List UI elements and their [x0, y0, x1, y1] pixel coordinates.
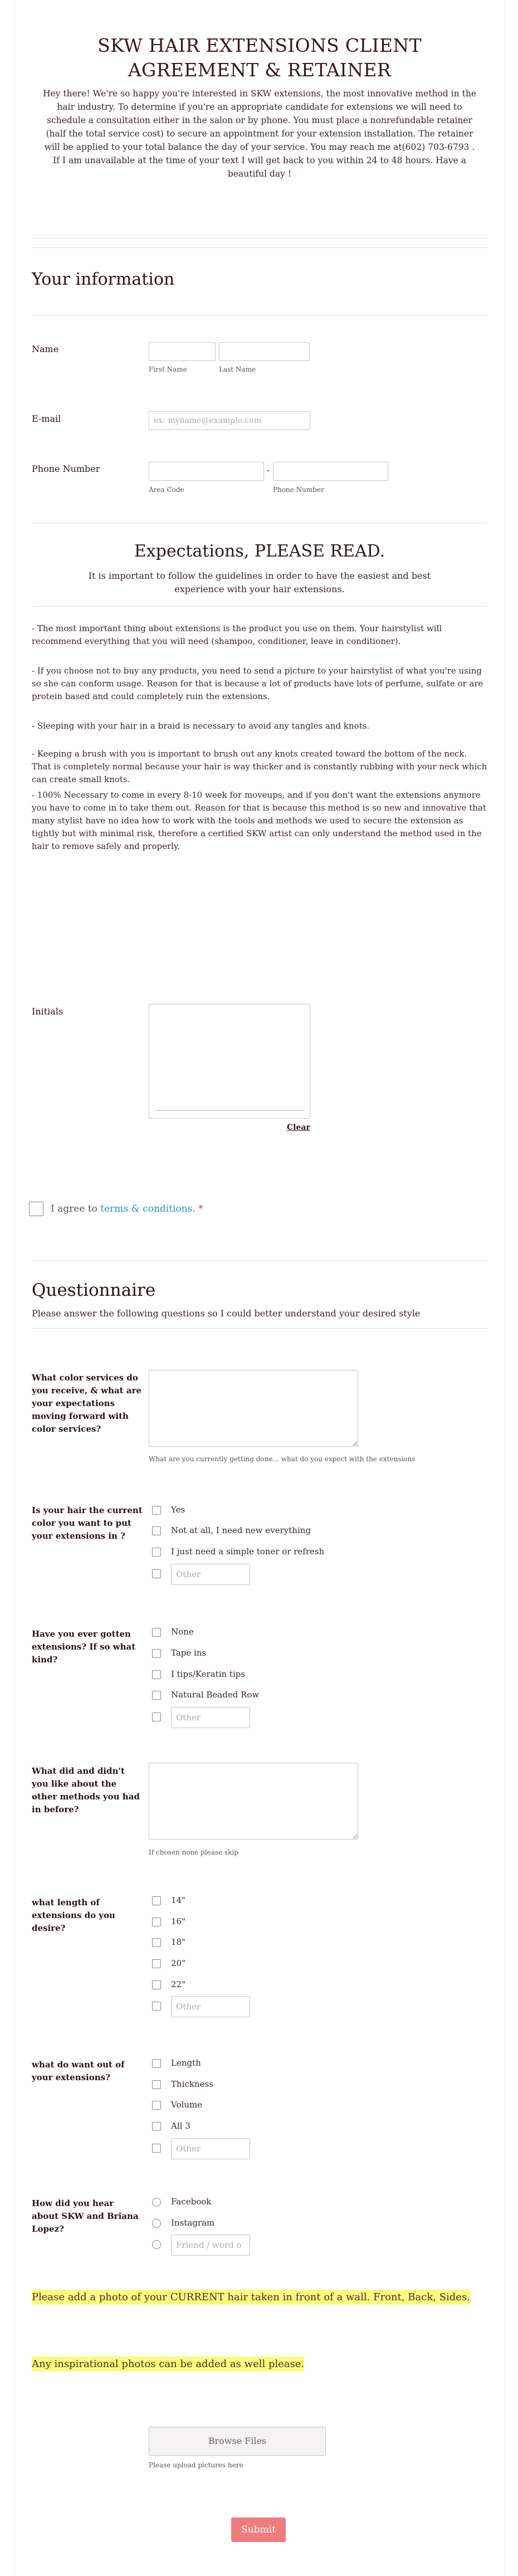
clear-signature-link[interactable]: Clear	[287, 1123, 310, 1132]
initials-signature-pad[interactable]	[149, 1004, 310, 1119]
option-label: 20"	[171, 1958, 185, 1968]
option-label: I just need a simple toner or refresh	[171, 1546, 325, 1557]
expectation-paragraph: - 100% Necessary to come in every 8-10 week for moveups, and if you don't want the extensions anymore you have to come in to take them out. Reason for that is because this method is so new and innovative that many stylist have no idea how to work with the tools and methods we used to secure the extension as tightly but with minimal risk, therefore a certified SKW artist can only understand the method used in the hair to remove safely and properly.	[32, 790, 486, 851]
question-color-services: What color services do you receive, & what are your expectations moving forward with color services?	[32, 1373, 141, 1434]
phone-dash: -	[267, 465, 270, 475]
upload-hint: Please upload pictures here	[149, 2461, 243, 2469]
option-label: Not at all, I need new everything	[171, 1525, 311, 1535]
expectation-paragraph: - Sleeping with your hair in a braid is necessary to avoid any tangles and knots.	[32, 721, 370, 731]
area-code-sublabel: Area Code	[149, 486, 184, 494]
expectations-subtitle: It is important to follow the guidelines in order to have the easiest and best experience with your hair extensions.	[88, 570, 431, 594]
option-label: Facebook	[171, 2197, 212, 2207]
email-label: E-mail	[32, 413, 61, 424]
expectation-paragraph: - The most important thing about extensions is the product you use on them. Your hairstylist will recommend everything that you will need (shampoo, conditioner, leave in conditioner).	[32, 623, 442, 646]
other-checkbox[interactable]	[152, 1569, 161, 1578]
option-label: Instagram	[171, 2218, 215, 2228]
agree-text: I agree to	[51, 1203, 97, 1214]
option-label: Thickness	[171, 2079, 213, 2089]
expectation-paragraph: - If you choose not to buy any products, you need to send a picture to your hairstylist of what you're using so she can conform usage. Reason for that is because a lot of products have lots of perfume, sulfate or are protein based and could completely ruin the extensions.	[32, 666, 483, 701]
divider	[32, 606, 487, 607]
last-name-sublabel: Last Name	[219, 365, 256, 373]
name-label: Name	[32, 344, 59, 354]
option-label: I tips/Keratin tips	[171, 1669, 246, 1679]
other-radio[interactable]	[152, 2240, 161, 2249]
option-label: None	[171, 1627, 194, 1637]
option-checkbox[interactable]	[152, 1896, 161, 1905]
option-label: All 3	[171, 2121, 190, 2131]
option-checkbox[interactable]	[152, 1980, 161, 1989]
section-title-expectations: Expectations, PLEASE READ.	[134, 541, 385, 561]
option-radio[interactable]	[152, 2198, 161, 2207]
likes-dislikes-hint: If chosen none please skip	[149, 1848, 238, 1856]
question-referral: How did you hear about SKW and Briana Lopez?	[32, 2198, 139, 2234]
option-checkbox[interactable]	[152, 1938, 161, 1947]
divider	[32, 1260, 487, 1261]
divider	[32, 247, 487, 248]
terms-link[interactable]: terms & conditions.	[100, 1203, 196, 1214]
section-title-your-information: Your information	[32, 270, 175, 289]
option-label: Yes	[171, 1505, 185, 1515]
option-checkbox[interactable]	[152, 2080, 161, 2089]
color-services-hint: What are you currently getting done... what do you expect with the extensions	[149, 1455, 416, 1463]
option-checkbox[interactable]	[152, 1918, 161, 1926]
color-services-textarea[interactable]	[149, 1370, 358, 1447]
form-intro: Hey there! We're so happy you're interested in SKW extensions, the most innovative method in the hair industry. To determine if you're an appropriate candidate for extensions we will need to schedule a consultation either in the salon or by phone. You must place a nonrefundable retainer (half the total service cost) to secure an appointment for your extension installation. The retainer will be applied to your total balance the day of your service. You may reach me at(602) 703-6793 . If I am unavailable at the time of your text I will get back to you within 24 to 48 hours. Have a beautiful day !	[42, 89, 476, 179]
photo-inspo-prompt	[32, 2354, 487, 2374]
agree-terms-label	[51, 1203, 203, 1214]
questionnaire-subtitle: Please answer the following questions so I could better understand your desired style	[32, 1308, 421, 1319]
submit-button[interactable]: Submit	[231, 2518, 286, 2542]
option-checkbox[interactable]	[152, 2101, 161, 2110]
option-label: 22"	[171, 1979, 185, 1989]
other-checkbox[interactable]	[152, 2144, 161, 2153]
form-card	[14, 0, 505, 2576]
option-checkbox[interactable]	[152, 1628, 161, 1637]
option-checkbox[interactable]	[152, 1691, 161, 1700]
phone-number-sublabel: Phone Number	[273, 486, 324, 494]
question-previous-extensions: Have you ever gotten extensions? If so what kind?	[32, 1629, 136, 1665]
question-likes-dislikes: What did and didn't you like about the other methods you had in before?	[32, 1766, 140, 1814]
option-checkbox[interactable]	[152, 1959, 161, 1968]
option-label: Tape ins	[171, 1648, 207, 1658]
photo-current-prompt	[32, 2287, 487, 2307]
other-input[interactable]	[171, 1996, 250, 2017]
option-label: 18"	[171, 1937, 185, 1947]
divider	[32, 1328, 487, 1329]
signature-line	[155, 1110, 304, 1111]
question-goals: what do want out of your extensions?	[32, 2060, 125, 2082]
other-input[interactable]	[171, 2138, 250, 2159]
other-input[interactable]	[171, 1564, 250, 1585]
first-name-sublabel: First Name	[149, 365, 187, 373]
option-checkbox[interactable]	[152, 2059, 161, 2068]
expectation-paragraph: - Keeping a brush with you is important to brush out any knots created toward the bottom of the neck. That is completely normal because your hair is way thicker and is constantly rubbing with your neck which can create small knots.	[32, 749, 487, 784]
option-label: Natural Beaded Row	[171, 1690, 260, 1700]
area-code-input[interactable]	[149, 462, 264, 481]
option-label: 16"	[171, 1916, 185, 1926]
other-input[interactable]	[171, 1707, 250, 1728]
option-checkbox[interactable]	[152, 1526, 161, 1535]
form-title: SKW HAIR EXTENSIONS CLIENT AGREEMENT & RETAINER	[97, 35, 422, 81]
option-checkbox[interactable]	[152, 1649, 161, 1658]
browse-files-button[interactable]: Browse Files	[149, 2427, 326, 2456]
required-asterisk: *	[198, 1203, 203, 1214]
option-checkbox[interactable]	[152, 1548, 161, 1557]
option-label: 14"	[171, 1895, 185, 1905]
initials-label: Initials	[32, 1006, 63, 1017]
photo-inspo-text: Any inspirational photos can be added as well please.	[32, 2357, 304, 2372]
first-name-input[interactable]	[149, 342, 216, 361]
agree-terms-checkbox[interactable]	[29, 1202, 43, 1216]
option-radio[interactable]	[152, 2219, 161, 2228]
question-length: what length of extensions do you desire?	[32, 1897, 115, 1933]
option-checkbox[interactable]	[152, 2122, 161, 2131]
question-current-color: Is your hair the current color you want to put your extensions in ?	[32, 1505, 143, 1541]
photo-current-text: Please add a photo of your CURRENT hair taken in front of a wall. Front, Back, Sides.	[32, 2290, 470, 2305]
other-checkbox[interactable]	[152, 2002, 161, 2011]
other-input[interactable]	[171, 2235, 250, 2256]
phone-label: Phone Number	[32, 464, 100, 474]
likes-dislikes-textarea[interactable]	[149, 1763, 358, 1840]
other-checkbox[interactable]	[152, 1713, 161, 1721]
section-title-questionnaire: Questionnaire	[32, 1280, 156, 1300]
divider	[32, 238, 487, 239]
option-label: Volume	[171, 2100, 203, 2110]
last-name-input[interactable]	[219, 342, 310, 361]
option-checkbox[interactable]	[152, 1670, 161, 1679]
email-input[interactable]	[149, 411, 310, 430]
option-label: Length	[171, 2058, 201, 2068]
divider	[32, 315, 487, 316]
phone-number-input[interactable]	[273, 462, 388, 481]
option-checkbox[interactable]	[152, 1506, 161, 1515]
